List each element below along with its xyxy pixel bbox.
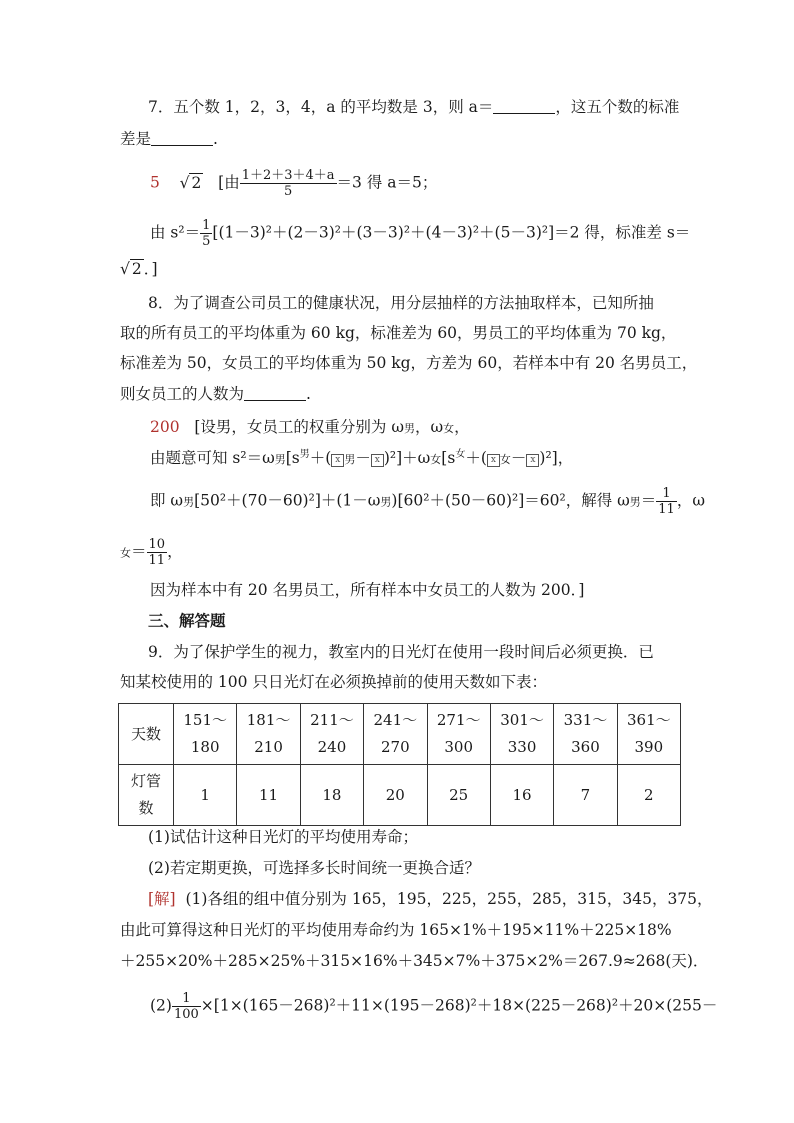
answer-blank — [493, 99, 555, 114]
table-cell: 25 — [427, 765, 490, 826]
missing-glyph-icon: x — [526, 454, 539, 467]
fraction: $\frac{1}{100}$ — [173, 991, 199, 1022]
q8-line1: 8．为了调查公司员工的健康状况，用分层抽样的方法抽取样本，已知所抽 — [148, 294, 654, 312]
table-header-cell: 天数 — [119, 704, 174, 765]
answer-blank — [244, 386, 306, 401]
q9-solution-line3: ＋255×20%＋285×25%＋315×16%＋345×7%＋375×2%＝267.9≈268(天)． — [120, 952, 709, 970]
q7-answer-a: 5 — [150, 173, 160, 192]
table-cell: 271～ 300 — [427, 704, 490, 765]
table-cell: 2 — [617, 765, 680, 826]
table-cell: 241～ 270 — [364, 704, 427, 765]
q8-solution-line2: 由题意可知 s²＝ω男[$s^男+$( x 男－ x )²]＋ω女[$s^女+$( x 女－ x )²]， — [150, 449, 574, 467]
q8-answer: 200 — [150, 418, 180, 436]
q7-line1: 7．五个数 1，2，3，4，a 的平均数是 3，则 a＝ ，这五个数的标准 — [148, 98, 680, 116]
q9-line1: 9．为了保护学生的视力，教室内的日光灯在使用一段时间后必须更换．已 — [148, 643, 654, 661]
table-cell: 20 — [364, 765, 427, 826]
table-cell: 361～ 390 — [617, 704, 680, 765]
q7-solution-line2: 由 s²＝ $\frac{1}{5}$ [(1－3)²＋(2－3)²＋(3－3)²＋(4－3)²＋(5－3)²]＝2 得，标准差 s＝ — [150, 218, 691, 249]
table-cell: 211～ 240 — [300, 704, 363, 765]
table-cell: 16 — [490, 765, 553, 826]
table-cell: 181～ 210 — [237, 704, 300, 765]
fraction: $\frac{1}{5}$ — [202, 218, 211, 249]
table-cell: 301～ 330 — [490, 704, 553, 765]
fraction: $\frac{1+2+3+4+a}{5}$ — [241, 168, 335, 199]
q8-solution-line3: 即 ω男[50²＋(70－60)²]＋(1－ω男)[60²＋(50－60)²]＝60²，解得 ω男＝ $\frac{1}{11}$ ，ω — [150, 486, 705, 517]
q7-solution-line1: 5 √ 2 [由 $\frac{1+2+3+4+a}{5}$ ＝3 得 a＝5； — [150, 168, 438, 199]
fraction: $\frac{10}{11}$ — [148, 537, 166, 568]
section-heading: 三、解答题 — [148, 611, 226, 630]
table-row — [119, 704, 681, 765]
q8-solution-line1: 200 [设男，女员工的权重分别为 ω男，ω女， — [150, 418, 470, 436]
table-cell: 151～ 180 — [174, 704, 237, 765]
table-cell: 7 — [554, 765, 617, 826]
q7-solution-line3: √ 2 ．] — [120, 260, 158, 278]
missing-glyph-icon: x — [487, 454, 500, 467]
solution-tag: [解] — [148, 890, 176, 908]
q8-line2: 取的所有员工的平均体重为 60 kg，标准差为 60，男员工的平均体重为 70 kg， — [120, 324, 677, 342]
table-cell: 18 — [300, 765, 363, 826]
table-cell: 11 — [237, 765, 300, 826]
q7-answer-sqrt: √ 2 — [179, 173, 202, 192]
table-row — [119, 765, 681, 826]
q8-line4: 则女员工的人数为 . — [120, 385, 311, 403]
q8-line3: 标准差为 50，女员工的平均体重为 50 kg，方差为 60，若样本中有 20 名男员工， — [120, 354, 698, 372]
table-cell: 331～ 360 — [554, 704, 617, 765]
answer-blank — [151, 131, 213, 146]
table-cell: 1 — [174, 765, 237, 826]
q9-solution-line1: [解] (1)各组的组中值分别为 165，195，225，255，285，315，345，375， — [148, 890, 713, 908]
fraction: $\frac{1}{11}$ — [658, 486, 675, 517]
usage-days-table — [118, 703, 681, 826]
q8-solution-line4: 女＝ $\frac{10}{11}$ ， — [120, 537, 183, 568]
q9-part2: (2)若定期更换，可选择多长时间统一更换合适？ — [148, 859, 480, 877]
q8-solution-line5: 因为样本中有 20 名男员工，所有样本中女员工的人数为 200．] — [150, 581, 585, 599]
q9-solution-line2: 由此可算得这种日光灯的平均使用寿命约为 165×1%＋195×11%＋225×18% — [120, 921, 672, 939]
table-header-cell: 灯管 数 — [119, 765, 174, 826]
missing-glyph-icon: x — [371, 454, 384, 467]
q7-line2: 差是 . — [120, 130, 218, 148]
q9-part1: (1)试估计这种日光灯的平均使用寿命； — [148, 828, 418, 846]
q9-line2: 知某校使用的 100 只日光灯在必须换掉前的使用天数如下表： — [120, 673, 547, 691]
q9-solution-line4: (2) $\frac{1}{100}$ ×[1×(165－268)²＋11×(195－268)²＋18×(225－268)²＋20×(255－ — [150, 991, 718, 1022]
missing-glyph-icon: x — [331, 454, 344, 467]
